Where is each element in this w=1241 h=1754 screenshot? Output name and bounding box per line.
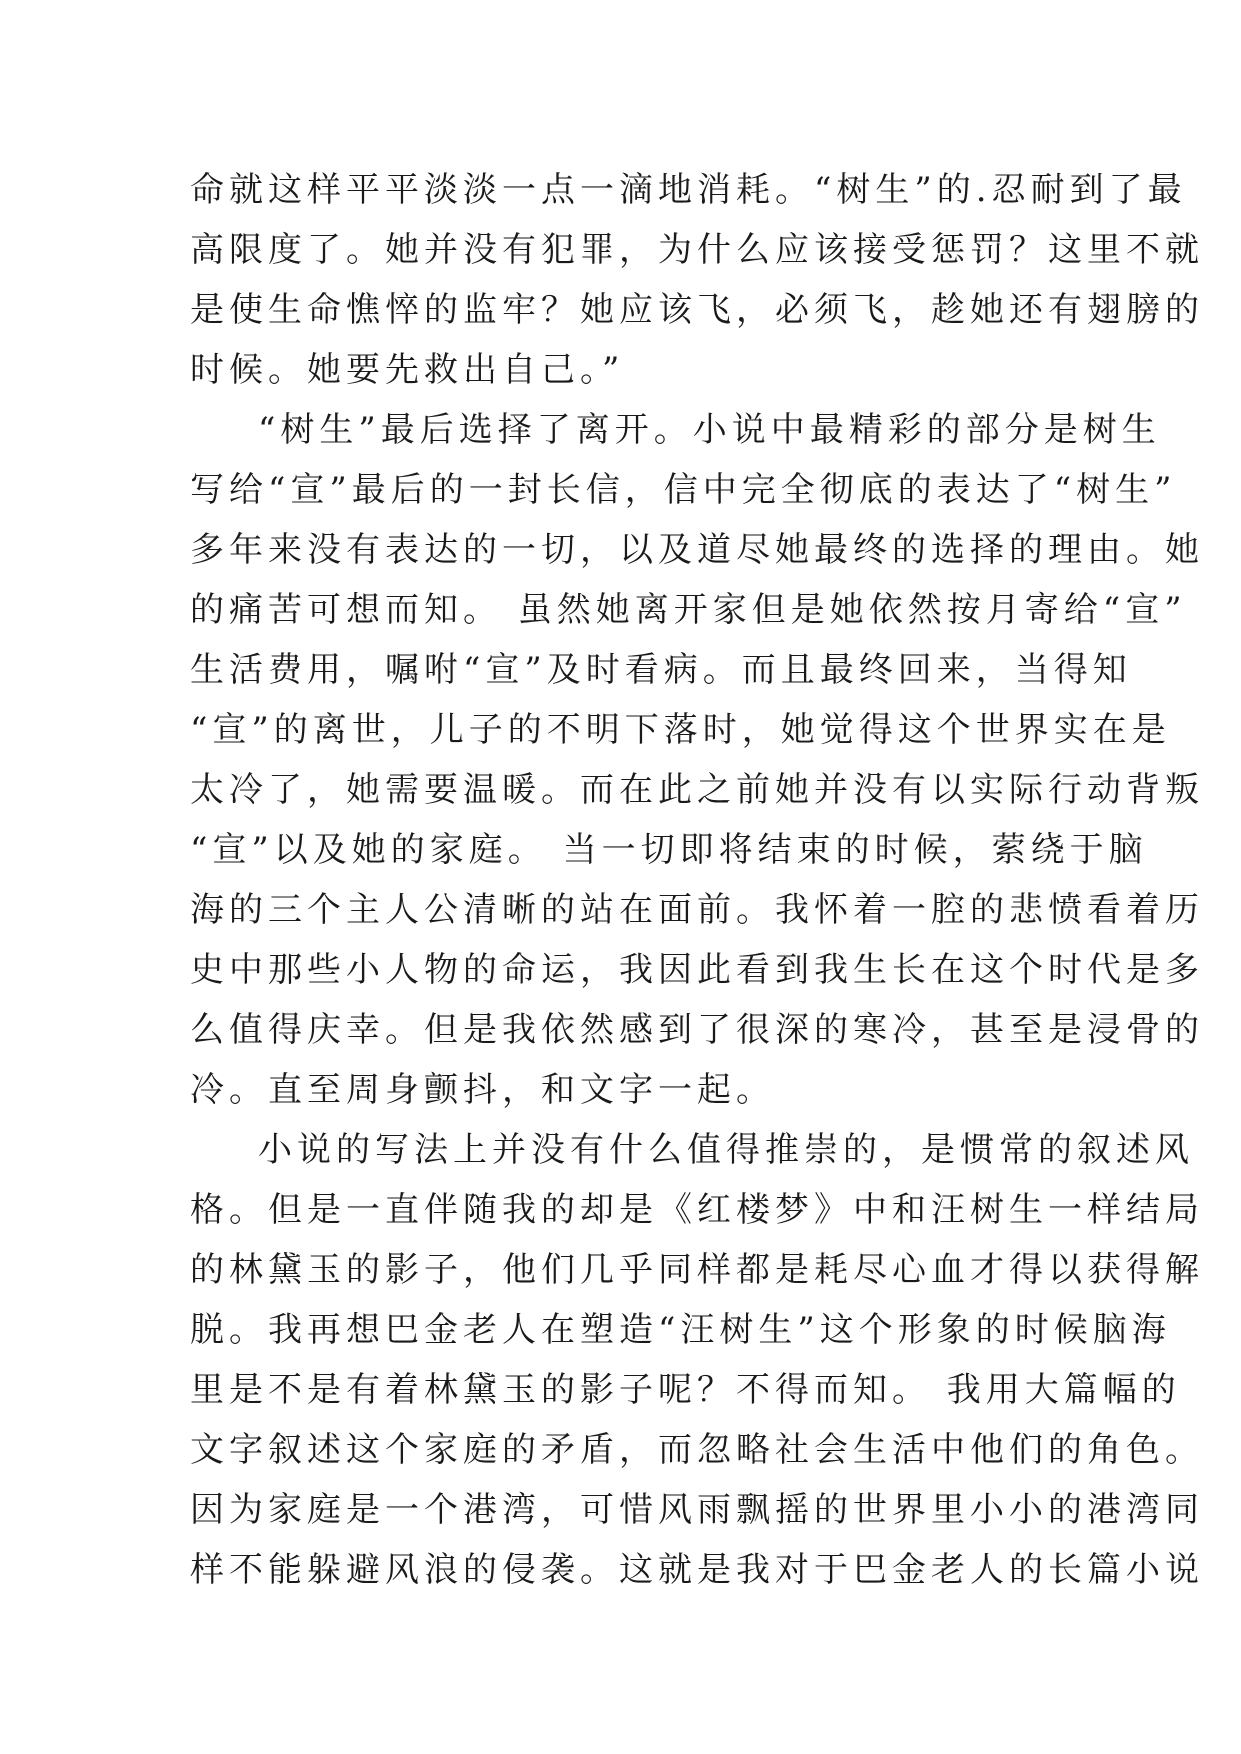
text-line: 命就这样平平淡淡一点一滴地消耗。“树生”的.忍耐到了最 [190,170,1187,210]
text-line: 海的三个主人公清晰的站在面前。我怀着一腔的悲愤看着历 [190,890,1204,930]
text-line: 因为家庭是一个港湾，可惜风雨飘摇的世界里小小的港湾同 [190,1490,1204,1530]
text-line: 里是不是有着林黛玉的影子呢？不得而知。 我用大篇幅的 [190,1370,1181,1410]
body-text [190,160,1204,1600]
text-line: 高限度了。她并没有犯罪，为什么应该接受惩罚？这里不就 [190,230,1204,270]
text-line: 的林黛玉的影子，他们几乎同样都是耗尽心血才得以获得解 [190,1250,1204,1290]
paragraph-start-line: 小说的写法上并没有什么值得推崇的，是惯常的叙述风 [258,1130,1194,1170]
text-line: 文字叙述这个家庭的矛盾，而忽略社会生活中他们的角色。 [190,1430,1204,1470]
text-line: 格。但是一直伴随我的却是《红楼梦》中和汪树生一样结局 [190,1190,1204,1230]
text-line: 是使生命憔悴的监牢？她应该飞，必须飞，趁她还有翅膀的 [190,290,1204,330]
text-line: 太冷了，她需要温暖。而在此之前她并没有以实际行动背叛 [190,770,1204,810]
text-line: “宣”的离世，儿子的不明下落时，她觉得这个世界实在是 [190,710,1171,750]
text-line: 么值得庆幸。但是我依然感到了很深的寒冷，甚至是浸骨的 [190,1010,1204,1050]
text-line: “宣”以及她的家庭。 当一切即将结束的时候，萦绕于脑 [190,830,1148,870]
text-line: 多年来没有表达的一切，以及道尽她最终的选择的理由。她 [190,530,1204,570]
text-line: 史中那些小人物的命运，我因此看到我生长在这个时代是多 [190,950,1204,990]
text-line: 生活费用，嘱咐“宣”及时看病。而且最终回来，当得知 [190,650,1132,690]
text-line: 的痛苦可想而知。 虽然她离开家但是她依然按月寄给“宣” [190,590,1187,630]
text-line: 冷。直至周身颤抖，和文字一起。 [190,1070,775,1110]
text-line: 时候。她要先救出自己。” [190,350,625,390]
text-line: 写给“宣”最后的一封长信，信中完全彻底的表达了“树生” [190,470,1177,510]
text-line: 样不能躲避风浪的侵袭。这就是我对于巴金老人的长篇小说 [190,1550,1204,1590]
text-line: 脱。我再想巴金老人在塑造“汪树生”这个形象的时候脑海 [190,1310,1171,1350]
paragraph-start-line: “树生”最后选择了离开。小说中最精彩的部分是树生 [258,410,1161,450]
